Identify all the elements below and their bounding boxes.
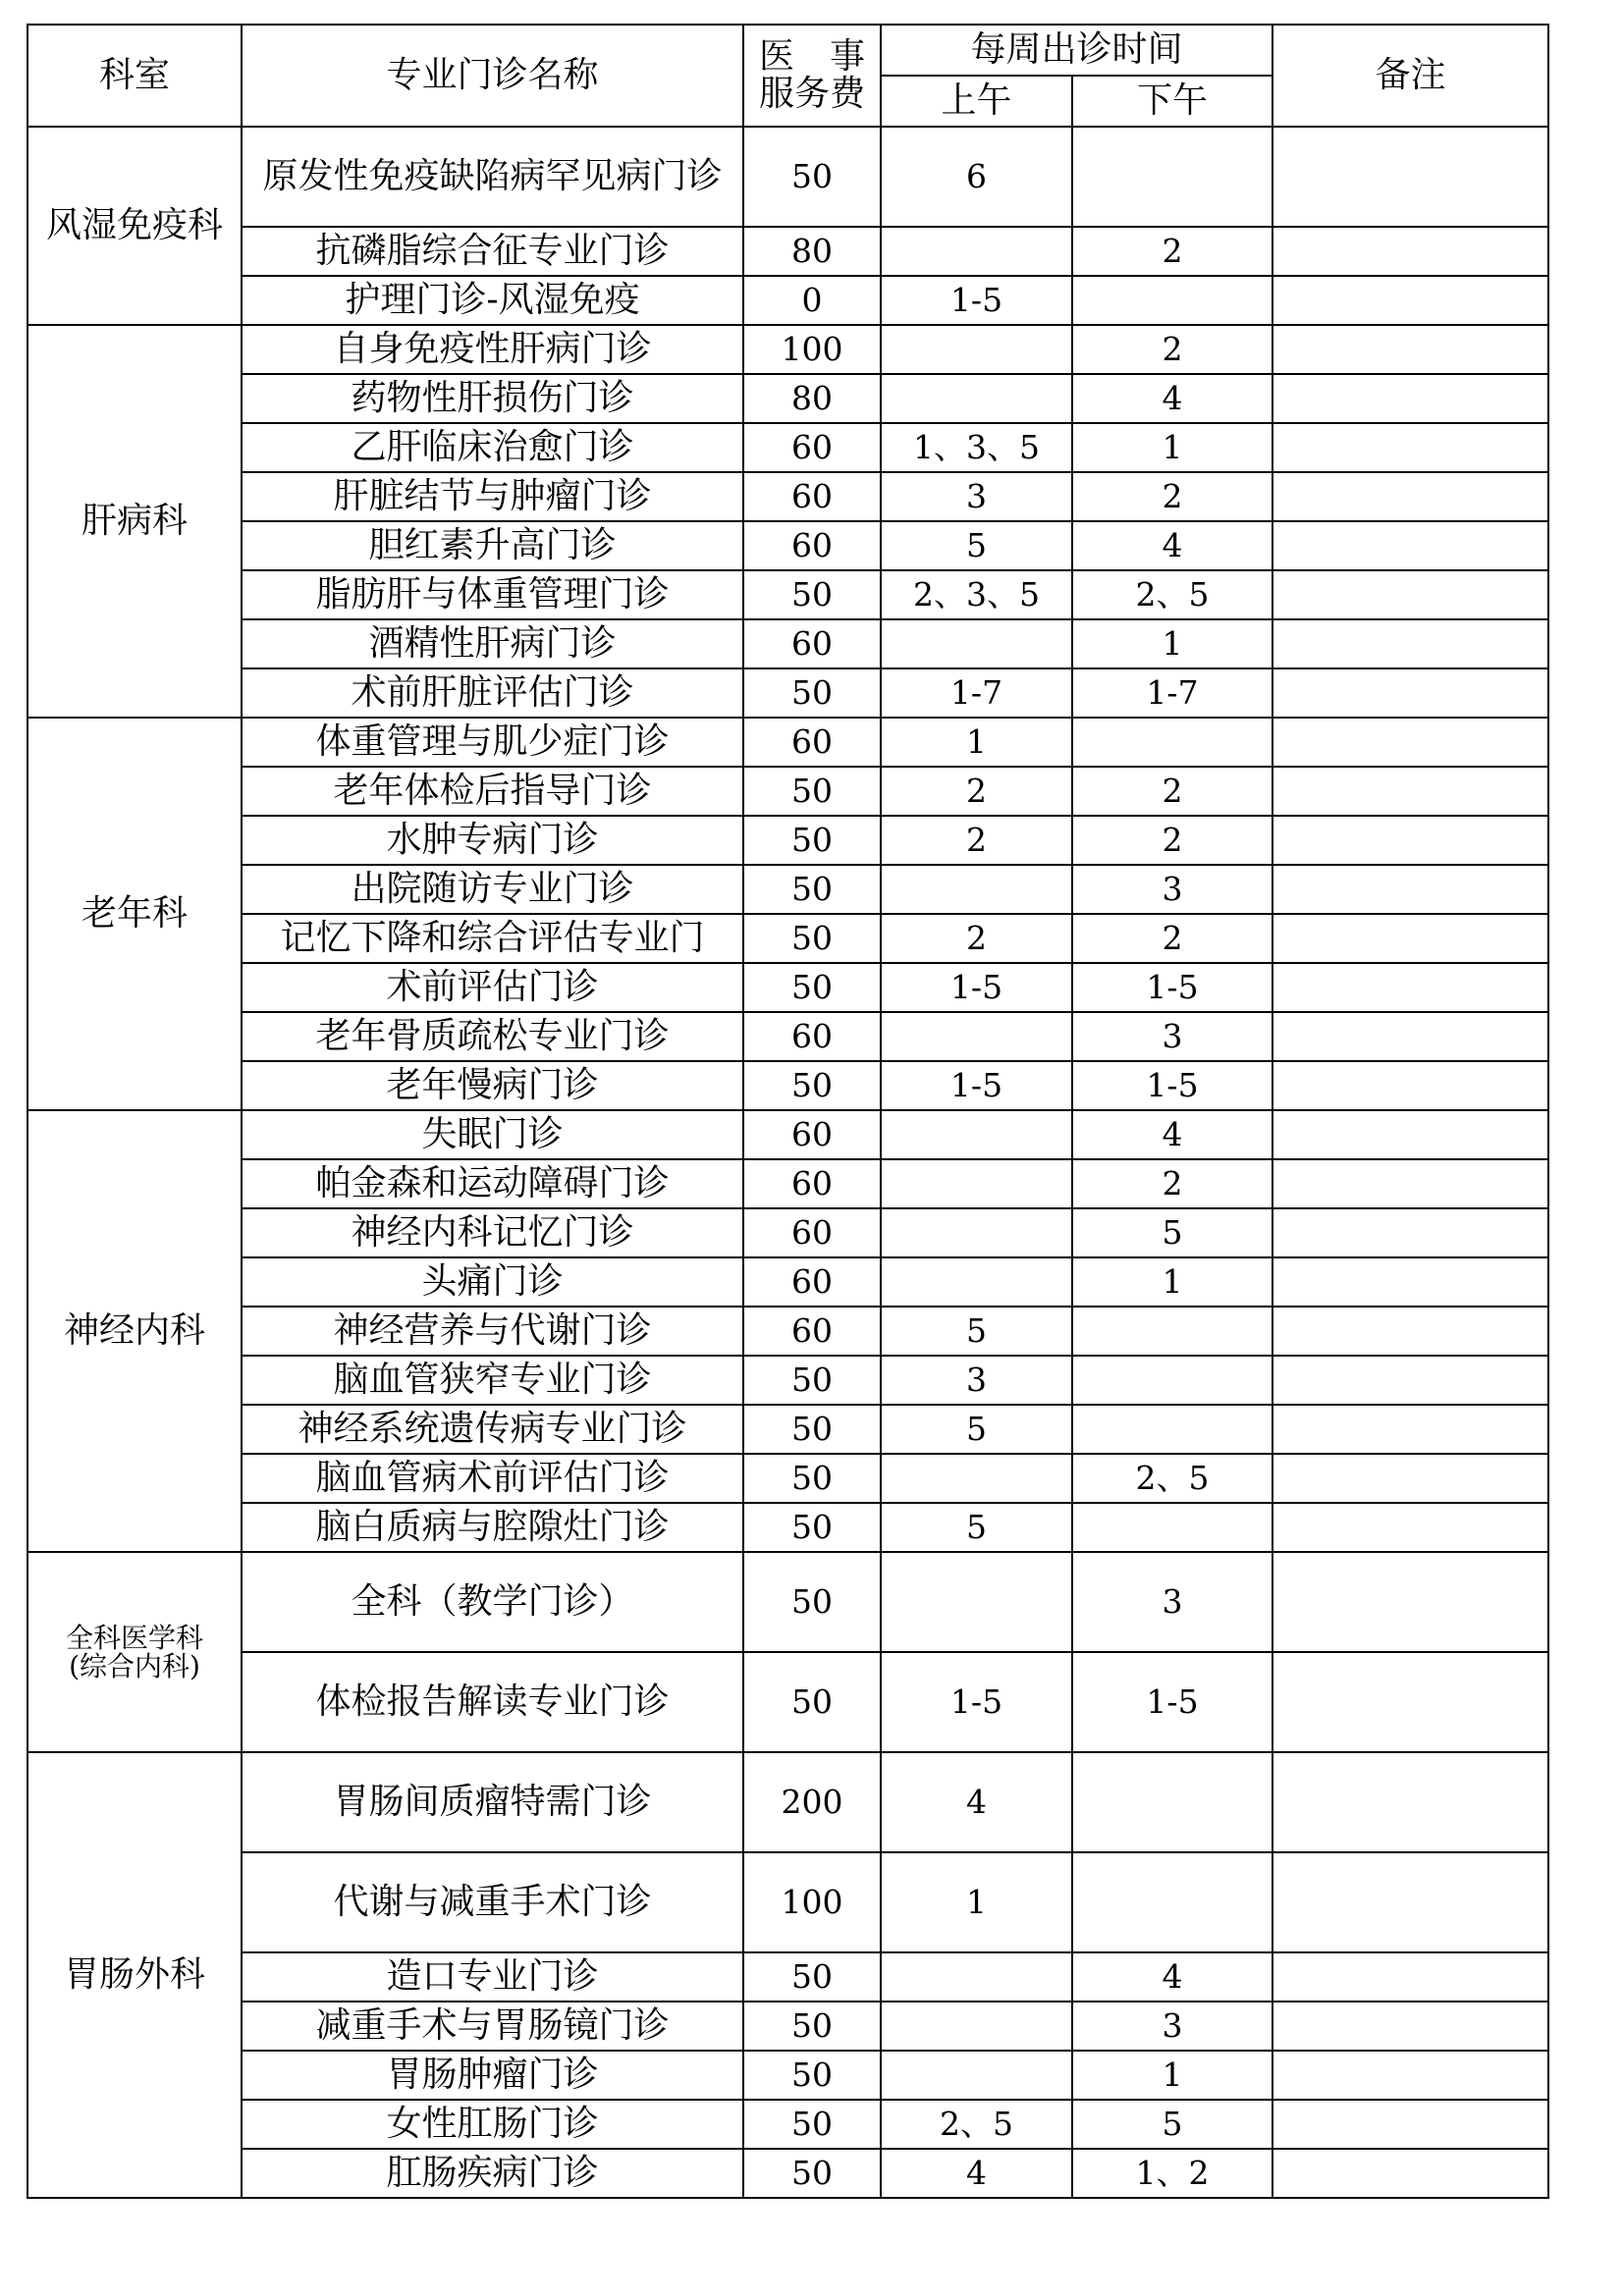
fee-cell: 60 — [743, 619, 881, 668]
am-cell: 5 — [881, 1405, 1072, 1454]
table-row — [27, 963, 1548, 1012]
note-cell — [1272, 963, 1548, 1012]
am-cell — [881, 1552, 1072, 1652]
fee-cell: 60 — [743, 1307, 881, 1356]
pm-cell: 3 — [1072, 2002, 1272, 2051]
clinic-name-cell: 肝脏结节与肿瘤门诊 — [242, 472, 743, 521]
fee-cell: 60 — [743, 521, 881, 570]
fee-cell: 80 — [743, 374, 881, 423]
note-cell — [1272, 1652, 1548, 1752]
pm-cell — [1072, 1405, 1272, 1454]
am-cell — [881, 2051, 1072, 2100]
clinic-name-cell: 体重管理与肌少症门诊 — [242, 718, 743, 767]
dept-cell: 肝病科 — [27, 325, 242, 718]
note-cell — [1272, 1061, 1548, 1110]
table-row — [27, 718, 1548, 767]
note-cell — [1272, 374, 1548, 423]
am-cell: 5 — [881, 1503, 1072, 1552]
table-row — [27, 1257, 1548, 1307]
table-row — [27, 325, 1548, 374]
clinic-name-cell: 失眠门诊 — [242, 1110, 743, 1159]
pm-cell: 1、2 — [1072, 2149, 1272, 2198]
table-row — [27, 1552, 1548, 1652]
pm-cell: 1-5 — [1072, 1061, 1272, 1110]
fee-cell: 50 — [743, 767, 881, 816]
clinic-name-cell: 术前评估门诊 — [242, 963, 743, 1012]
fee-cell: 60 — [743, 1110, 881, 1159]
clinic-name-cell: 体检报告解读专业门诊 — [242, 1652, 743, 1752]
note-cell — [1272, 816, 1548, 865]
clinic-name-cell: 胆红素升高门诊 — [242, 521, 743, 570]
table-row — [27, 914, 1548, 963]
am-cell — [881, 619, 1072, 668]
am-cell: 5 — [881, 1307, 1072, 1356]
fee-cell: 60 — [743, 1159, 881, 1208]
table-row — [27, 619, 1548, 668]
table-row — [27, 423, 1548, 472]
clinic-name-cell: 脂肪肝与体重管理门诊 — [242, 570, 743, 619]
note-cell — [1272, 1952, 1548, 2002]
fee-cell: 50 — [743, 2149, 881, 2198]
note-cell — [1272, 1552, 1548, 1652]
clinic-name-cell: 脑白质病与腔隙灶门诊 — [242, 1503, 743, 1552]
am-cell: 1 — [881, 718, 1072, 767]
note-cell — [1272, 767, 1548, 816]
table-row — [27, 2100, 1548, 2149]
pm-cell: 4 — [1072, 374, 1272, 423]
pm-cell — [1072, 1307, 1272, 1356]
note-cell — [1272, 1503, 1548, 1552]
am-cell: 1-5 — [881, 963, 1072, 1012]
header-dept: 科室 — [27, 25, 242, 127]
table-row — [27, 668, 1548, 718]
clinic-name-cell: 帕金森和运动障碍门诊 — [242, 1159, 743, 1208]
table-row — [27, 521, 1548, 570]
pm-cell: 1 — [1072, 619, 1272, 668]
pm-cell: 1 — [1072, 1257, 1272, 1307]
note-cell — [1272, 1307, 1548, 1356]
table-row — [27, 1307, 1548, 1356]
fee-cell: 50 — [743, 1503, 881, 1552]
table-row — [27, 1752, 1548, 1852]
clinic-name-cell: 胃肠肿瘤门诊 — [242, 2051, 743, 2100]
note-cell — [1272, 227, 1548, 276]
clinic-name-cell: 脑血管狭窄专业门诊 — [242, 1356, 743, 1405]
note-cell — [1272, 1852, 1548, 1952]
header-fee-line1: 医 事 — [758, 36, 865, 78]
note-cell — [1272, 472, 1548, 521]
pm-cell: 2 — [1072, 767, 1272, 816]
am-cell: 4 — [881, 1752, 1072, 1852]
clinic-name-cell: 酒精性肝病门诊 — [242, 619, 743, 668]
note-cell — [1272, 1159, 1548, 1208]
fee-cell: 50 — [743, 1061, 881, 1110]
pm-cell: 5 — [1072, 2100, 1272, 2149]
table-row — [27, 1110, 1548, 1159]
table-row — [27, 816, 1548, 865]
fee-cell: 100 — [743, 1852, 881, 1952]
clinic-name-cell: 护理门诊-风湿免疫 — [242, 276, 743, 325]
am-cell — [881, 325, 1072, 374]
dept-cell: 神经内科 — [27, 1110, 242, 1552]
dept-name-line2: (综合内科) — [69, 1650, 200, 1682]
fee-cell: 50 — [743, 914, 881, 963]
dept-cell: 风湿免疫科 — [27, 127, 242, 325]
note-cell — [1272, 521, 1548, 570]
table-row — [27, 1012, 1548, 1061]
clinic-name-cell: 出院随访专业门诊 — [242, 865, 743, 914]
clinic-name-cell: 神经营养与代谢门诊 — [242, 1307, 743, 1356]
table-row — [27, 570, 1548, 619]
fee-cell: 50 — [743, 2002, 881, 2051]
pm-cell: 4 — [1072, 521, 1272, 570]
note-cell — [1272, 914, 1548, 963]
note-cell — [1272, 1208, 1548, 1257]
am-cell: 2、5 — [881, 2100, 1072, 2149]
table-row — [27, 127, 1548, 227]
dept-cell: 胃肠外科 — [27, 1752, 242, 2198]
pm-cell: 2 — [1072, 914, 1272, 963]
table-row — [27, 472, 1548, 521]
pm-cell — [1072, 127, 1272, 227]
fee-cell: 60 — [743, 472, 881, 521]
note-cell — [1272, 127, 1548, 227]
table-row — [27, 1952, 1548, 2002]
clinic-name-cell: 记忆下降和综合评估专业门 — [242, 914, 743, 963]
fee-cell: 50 — [743, 865, 881, 914]
table-row — [27, 1356, 1548, 1405]
note-cell — [1272, 1356, 1548, 1405]
clinic-name-cell: 全科（教学门诊） — [242, 1552, 743, 1652]
note-cell — [1272, 1454, 1548, 1503]
pm-cell: 2 — [1072, 227, 1272, 276]
table-row — [27, 865, 1548, 914]
header-service-fee — [743, 25, 881, 127]
table-row — [27, 227, 1548, 276]
note-cell — [1272, 1752, 1548, 1852]
dept-cell: 老年科 — [27, 718, 242, 1110]
fee-cell: 200 — [743, 1752, 881, 1852]
fee-cell: 50 — [743, 668, 881, 718]
pm-cell — [1072, 1852, 1272, 1952]
table-row — [27, 767, 1548, 816]
clinic-name-cell: 肛肠疾病门诊 — [242, 2149, 743, 2198]
am-cell — [881, 865, 1072, 914]
clinic-name-cell: 造口专业门诊 — [242, 1952, 743, 2002]
dept-name-line1: 全科医学科 — [65, 1621, 203, 1654]
fee-cell: 50 — [743, 1356, 881, 1405]
table-row — [27, 374, 1548, 423]
am-cell — [881, 1159, 1072, 1208]
table-row — [27, 2002, 1548, 2051]
dept-cell — [27, 1552, 242, 1752]
pm-cell: 4 — [1072, 1952, 1272, 2002]
clinic-name-cell: 头痛门诊 — [242, 1257, 743, 1307]
am-cell: 5 — [881, 521, 1072, 570]
fee-cell: 50 — [743, 2100, 881, 2149]
pm-cell: 1 — [1072, 2051, 1272, 2100]
note-cell — [1272, 1110, 1548, 1159]
pm-cell: 3 — [1072, 1012, 1272, 1061]
am-cell: 2 — [881, 767, 1072, 816]
pm-cell — [1072, 1356, 1272, 1405]
header-weekly-time: 每周出诊时间 — [881, 25, 1272, 76]
note-cell — [1272, 2100, 1548, 2149]
fee-cell: 100 — [743, 325, 881, 374]
note-cell — [1272, 325, 1548, 374]
pm-cell: 3 — [1072, 1552, 1272, 1652]
note-cell — [1272, 2002, 1548, 2051]
fee-cell: 50 — [743, 1454, 881, 1503]
am-cell — [881, 1012, 1072, 1061]
am-cell: 3 — [881, 472, 1072, 521]
clinic-name-cell: 脑血管病术前评估门诊 — [242, 1454, 743, 1503]
fee-cell: 50 — [743, 1405, 881, 1454]
table-row — [27, 2149, 1548, 2198]
clinic-name-cell: 药物性肝损伤门诊 — [242, 374, 743, 423]
am-cell — [881, 374, 1072, 423]
header-clinic-name: 专业门诊名称 — [242, 25, 743, 127]
table-row — [27, 1061, 1548, 1110]
pm-cell: 2、5 — [1072, 570, 1272, 619]
pm-cell: 2 — [1072, 472, 1272, 521]
pm-cell — [1072, 276, 1272, 325]
clinic-name-cell: 老年骨质疏松专业门诊 — [242, 1012, 743, 1061]
fee-cell: 50 — [743, 1552, 881, 1652]
note-cell — [1272, 718, 1548, 767]
pm-cell: 3 — [1072, 865, 1272, 914]
clinic-name-cell: 老年慢病门诊 — [242, 1061, 743, 1110]
fee-cell: 60 — [743, 718, 881, 767]
table-row — [27, 2051, 1548, 2100]
note-cell — [1272, 2149, 1548, 2198]
clinic-name-cell: 抗磷脂综合征专业门诊 — [242, 227, 743, 276]
fee-cell: 60 — [743, 423, 881, 472]
fee-cell: 60 — [743, 1208, 881, 1257]
am-cell: 1-5 — [881, 276, 1072, 325]
am-cell: 3 — [881, 1356, 1072, 1405]
fee-cell: 50 — [743, 570, 881, 619]
note-cell — [1272, 423, 1548, 472]
pm-cell: 1-5 — [1072, 963, 1272, 1012]
am-cell — [881, 227, 1072, 276]
clinic-name-cell: 女性肛肠门诊 — [242, 2100, 743, 2149]
am-cell: 1 — [881, 1852, 1072, 1952]
clinic-name-cell: 乙肝临床治愈门诊 — [242, 423, 743, 472]
am-cell: 1-5 — [881, 1652, 1072, 1752]
clinic-name-cell: 神经内科记忆门诊 — [242, 1208, 743, 1257]
table-row — [27, 1208, 1548, 1257]
table-row — [27, 1405, 1548, 1454]
note-cell — [1272, 1012, 1548, 1061]
am-cell — [881, 1110, 1072, 1159]
table-row — [27, 1159, 1548, 1208]
table-row — [27, 276, 1548, 325]
fee-cell: 50 — [743, 1952, 881, 2002]
am-cell — [881, 1257, 1072, 1307]
clinic-name-cell: 水肿专病门诊 — [242, 816, 743, 865]
pm-cell: 1-7 — [1072, 668, 1272, 718]
clinic-name-cell: 术前肝脏评估门诊 — [242, 668, 743, 718]
pm-cell — [1072, 1752, 1272, 1852]
fee-cell: 50 — [743, 816, 881, 865]
header-am: 上午 — [881, 76, 1072, 127]
table-row — [27, 1454, 1548, 1503]
pm-cell: 1-5 — [1072, 1652, 1272, 1752]
outpatient-schedule-table — [27, 24, 1549, 2199]
fee-cell: 50 — [743, 963, 881, 1012]
am-cell — [881, 1208, 1072, 1257]
note-cell — [1272, 668, 1548, 718]
table-row — [27, 1652, 1548, 1752]
am-cell: 1-7 — [881, 668, 1072, 718]
pm-cell — [1072, 718, 1272, 767]
clinic-name-cell: 自身免疫性肝病门诊 — [242, 325, 743, 374]
header-note: 备注 — [1272, 25, 1548, 127]
pm-cell: 2、5 — [1072, 1454, 1272, 1503]
note-cell — [1272, 619, 1548, 668]
am-cell: 2 — [881, 914, 1072, 963]
am-cell — [881, 1454, 1072, 1503]
fee-cell: 80 — [743, 227, 881, 276]
pm-cell: 2 — [1072, 1159, 1272, 1208]
pm-cell: 2 — [1072, 325, 1272, 374]
clinic-name-cell: 原发性免疫缺陷病罕见病门诊 — [242, 127, 743, 227]
clinic-name-cell: 代谢与减重手术门诊 — [242, 1852, 743, 1952]
am-cell: 2 — [881, 816, 1072, 865]
fee-cell: 60 — [743, 1257, 881, 1307]
clinic-name-cell: 神经系统遗传病专业门诊 — [242, 1405, 743, 1454]
header-fee-line2: 服务费 — [758, 74, 865, 114]
am-cell — [881, 1952, 1072, 2002]
fee-cell: 60 — [743, 1012, 881, 1061]
note-cell — [1272, 1257, 1548, 1307]
fee-cell: 50 — [743, 127, 881, 227]
note-cell — [1272, 865, 1548, 914]
am-cell: 1-5 — [881, 1061, 1072, 1110]
clinic-name-cell: 老年体检后指导门诊 — [242, 767, 743, 816]
table-row — [27, 1852, 1548, 1952]
am-cell — [881, 2002, 1072, 2051]
pm-cell: 5 — [1072, 1208, 1272, 1257]
header-row-1 — [27, 25, 1548, 76]
pm-cell: 1 — [1072, 423, 1272, 472]
fee-cell: 50 — [743, 1652, 881, 1752]
table-row — [27, 1503, 1548, 1552]
note-cell — [1272, 1405, 1548, 1454]
am-cell: 2、3、5 — [881, 570, 1072, 619]
clinic-name-cell: 减重手术与胃肠镜门诊 — [242, 2002, 743, 2051]
pm-cell — [1072, 1503, 1272, 1552]
am-cell: 1、3、5 — [881, 423, 1072, 472]
fee-cell: 0 — [743, 276, 881, 325]
note-cell — [1272, 2051, 1548, 2100]
note-cell — [1272, 570, 1548, 619]
pm-cell: 4 — [1072, 1110, 1272, 1159]
fee-cell: 50 — [743, 2051, 881, 2100]
pm-cell: 2 — [1072, 816, 1272, 865]
note-cell — [1272, 276, 1548, 325]
clinic-name-cell: 胃肠间质瘤特需门诊 — [242, 1752, 743, 1852]
am-cell: 4 — [881, 2149, 1072, 2198]
header-pm: 下午 — [1072, 76, 1272, 127]
am-cell: 6 — [881, 127, 1072, 227]
